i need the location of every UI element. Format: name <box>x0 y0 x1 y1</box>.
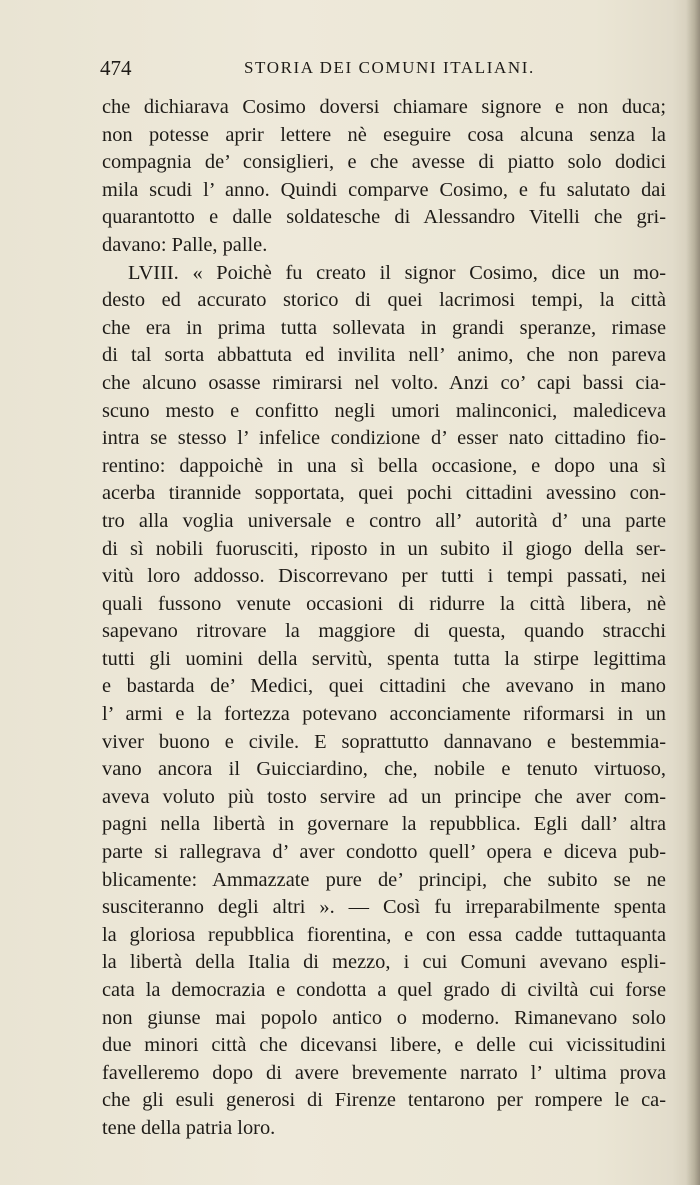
text-line: susciteranno degli altri ». — Così fu irreparabilmente spenta <box>102 896 666 919</box>
text-line: parte si rallegrava d’ aver condotto quell’ opera e diceva pub- <box>102 841 666 864</box>
text-line: la libertà della Italia di mezzo, i cui Comuni avevano espli- <box>102 951 666 974</box>
text-line: vitù loro addosso. Discorrevano per tutti i tempi passati, nei <box>102 565 666 588</box>
text-line: quali fussono venute occasioni di ridurre la città libera, nè <box>102 592 666 615</box>
text-line: mila scudi l’ anno. Quindi comparve Cosimo, e fu salutato dai <box>102 178 666 201</box>
text-line: che dichiarava Cosimo doversi chiamare signore e non duca; <box>102 96 666 118</box>
text-line: che alcuno osasse rimirarsi nel volto. Anzi co’ capi bassi cia- <box>102 371 666 394</box>
text-line: vano ancora il Guicciardino, che, nobile e tenuto virtuoso, <box>102 758 666 781</box>
text-line: non potesse aprir lettere nè eseguire cosa alcuna senza la <box>102 123 666 146</box>
text-line: tene della patria loro. <box>102 1116 276 1139</box>
text-line: e bastarda de’ Medici, quei cittadini che avevano in mano <box>102 675 666 698</box>
text-line: tro alla voglia universale e contro all’ autorità d’ una parte <box>102 509 666 532</box>
text-line: intra se stesso l’ infelice condizione d’ esser nato cittadino fio- <box>102 427 666 450</box>
page-edge-shadow <box>686 0 700 1185</box>
text-line: tutti gli uomini della servitù, spenta tutta la stirpe legittima <box>102 647 666 670</box>
text-line: l’ armi e la fortezza potevano acconciamente riformarsi in un <box>102 703 666 726</box>
text-line: blicamente: Ammazzate pure de’ principi, che subito se ne <box>102 868 666 891</box>
text-line: viver buono e civile. E soprattutto dannavano e bestemmia- <box>102 730 666 753</box>
text-line: non giunse mai popolo antico o moderno. Rimanevano solo <box>102 1006 666 1029</box>
text-line: pagni nella libertà in governare la repubblica. Egli dall’ altra <box>102 813 666 836</box>
body-text <box>102 94 666 1143</box>
text-line: sapevano ritrovare la maggiore di questa, quando stracchi <box>102 620 666 643</box>
text-line: favelleremo dopo di avere brevemente narrato l’ ultima prova <box>102 1061 666 1084</box>
text-line: desto ed accurato storico di quei lacrimosi tempi, la città <box>102 289 666 312</box>
text-line: che gli esuli generosi di Firenze tentarono per rompere le ca- <box>102 1089 666 1112</box>
text-line: due minori città che dicevansi libere, e delle cui vicissitudini <box>102 1034 666 1057</box>
text-line: aveva voluto più tosto servire ad un principe che aver com- <box>102 785 666 808</box>
page-number: 474 <box>100 56 132 80</box>
text-line: davano: Palle, palle. <box>102 233 268 256</box>
text-line: quarantotto e dalle soldatesche di Alessandro Vitelli che gri- <box>102 206 666 229</box>
text-line: di sì nobili fuorusciti, riposto in un subito il giogo della ser- <box>102 537 666 560</box>
text-line: cata la democrazia e condotta a quel grado di civiltà cui forse <box>102 979 666 1001</box>
page-header <box>100 56 666 86</box>
text-line: scuno mesto e confitto negli umori malinconici, malediceva <box>102 399 666 422</box>
text-line: rentino: dappoichè in una sì bella occasione, e dopo una sì <box>102 454 666 477</box>
text-line: compagnia de’ consiglieri, e che avesse di piatto solo dodici <box>102 151 666 174</box>
running-title: STORIA DEI COMUNI ITALIANI. <box>244 58 535 77</box>
text-line: acerba tirannide sopportata, quei pochi cittadini avessino con- <box>102 482 666 505</box>
text-line: la gloriosa repubblica fiorentina, e con essa cadde tuttaquanta <box>102 923 666 946</box>
text-line: LVIII. « Poichè fu creato il signor Cosimo, dice un mo- <box>128 261 666 284</box>
text-line: che era in prima tutta sollevata in grandi speranze, rimase <box>102 316 666 339</box>
text-line: di tal sorta abbattuta ed invilita nell’ animo, che non pareva <box>102 344 666 367</box>
